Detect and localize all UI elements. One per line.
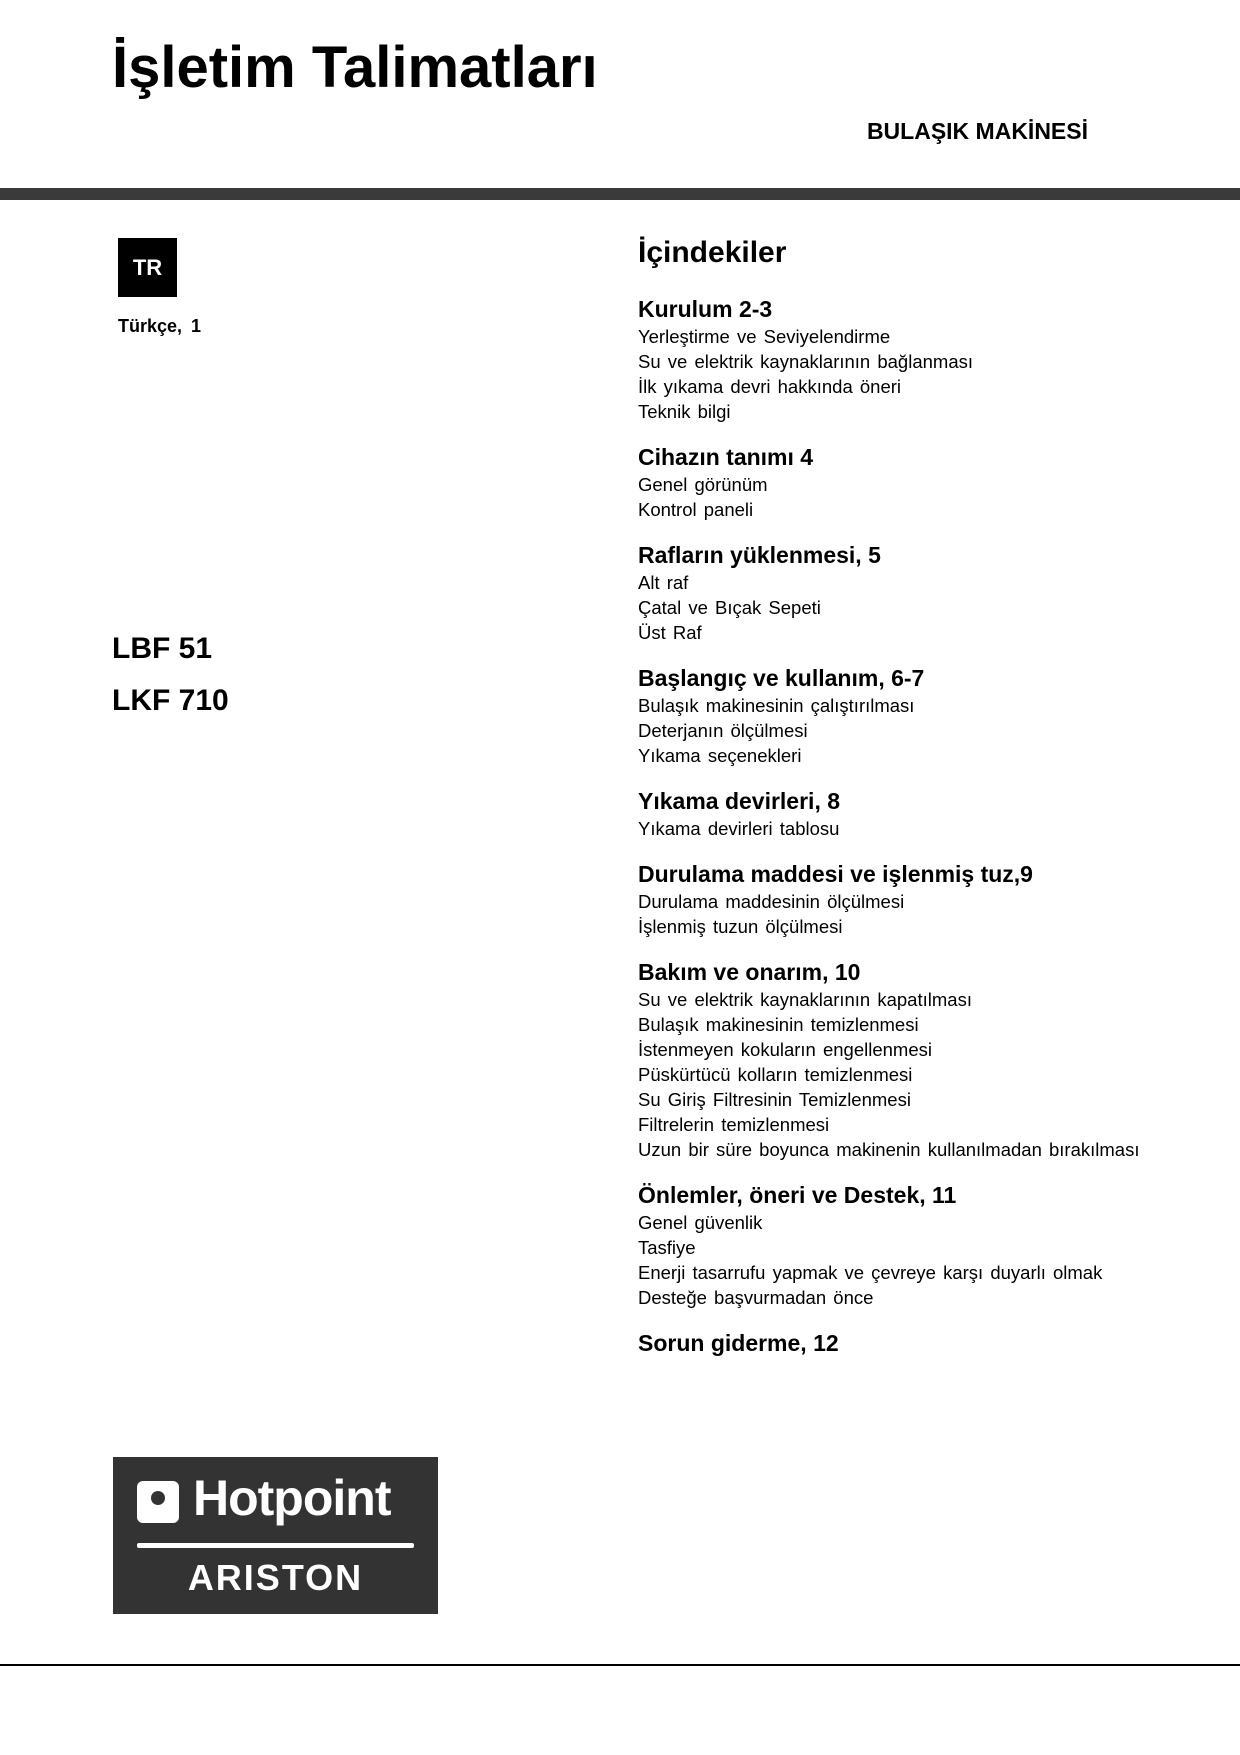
toc-item: Uzun bir süre boyunca makinenin kullanılmadan bırakılması [638, 1139, 1140, 1160]
toc-sections [638, 294, 1158, 1358]
toc-item: Yıkama seçenekleri [638, 745, 802, 766]
toc-section [638, 859, 1158, 939]
toc-section [638, 442, 1158, 522]
toc-section-title: Sorun giderme, 12 [638, 1330, 839, 1356]
toc-item: Durulama maddesinin ölçülmesi [638, 891, 905, 912]
toc-section-title: Cihazın tanımı 4 [638, 444, 814, 470]
toc-section [638, 957, 1158, 1162]
toc-section [638, 540, 1158, 645]
toc-item: Üst Raf [638, 622, 702, 643]
toc-item: Genel güvenlik [638, 1212, 763, 1233]
language-line: Türkçe, 1 [118, 316, 202, 336]
toc-item: Desteğe başvurmadan önce [638, 1287, 874, 1308]
toc-item: Çatal ve Bıçak Sepeti [638, 597, 821, 618]
toc-section [638, 786, 1158, 841]
header-divider [0, 188, 1240, 200]
toc-item: İstenmeyen kokuların engellenmesi [638, 1039, 932, 1060]
logo-brand-bottom: ARISTON [187, 1557, 364, 1598]
footer-divider [0, 1664, 1240, 1666]
toc-section-title: Bakım ve onarım, 10 [638, 959, 861, 985]
toc-item: İşlenmiş tuzun ölçülmesi [638, 916, 843, 937]
toc-section-title: Başlangıç ve kullanım, 6-7 [638, 665, 925, 691]
toc-item: İlk yıkama devri hakkında öneri [638, 376, 902, 397]
language-badge: TR [118, 238, 177, 297]
toc-section-title: Önlemler, öneri ve Destek, 11 [638, 1182, 957, 1208]
document-title: İşletim Talimatları [112, 35, 598, 100]
toc-section [638, 663, 1158, 768]
toc-item: Tasfiye [638, 1237, 696, 1258]
toc-item: Alt raf [638, 572, 689, 593]
toc-item: Püskürtücü kolların temizlenmesi [638, 1064, 913, 1085]
logo-divider [137, 1543, 414, 1548]
toc-section-title: Kurulum 2-3 [638, 296, 773, 322]
toc-item: Su ve elektrik kaynaklarının bağlanması [638, 351, 974, 372]
toc-item: Bulaşık makinesinin temizlenmesi [638, 1014, 919, 1035]
toc-item: Yıkama devirleri tablosu [638, 818, 840, 839]
toc-item: Kontrol paneli [638, 499, 754, 520]
toc-item: Teknik bilgi [638, 401, 731, 422]
toc-section [638, 1328, 1158, 1358]
toc-section [638, 294, 1158, 424]
document-subtitle: BULAŞIK MAKİNESİ [866, 118, 1088, 144]
brand-logo [113, 1457, 438, 1614]
model-number: LKF 710 [112, 684, 229, 717]
toc-item: Bulaşık makinesinin çalıştırılması [638, 695, 915, 716]
toc-heading: İçindekiler [638, 236, 787, 269]
toc-item: Su Giriş Filtresinin Temizlenmesi [638, 1089, 911, 1110]
logo-mark-icon [137, 1481, 179, 1523]
toc-item: Yerleştirme ve Seviyelendirme [638, 326, 891, 347]
toc-item: Filtrelerin temizlenmesi [638, 1114, 830, 1135]
logo-brand-top: Hotpoint [193, 1470, 391, 1526]
toc-section-title: Yıkama devirleri, 8 [638, 788, 841, 814]
toc-section [638, 1180, 1158, 1310]
toc-item: Deterjanın ölçülmesi [638, 720, 808, 741]
toc-section-title: Rafların yüklenmesi, 5 [638, 542, 881, 568]
toc-item: Su ve elektrik kaynaklarının kapatılması [638, 989, 972, 1010]
toc-section-title: Durulama maddesi ve işlenmiş tuz,9 [638, 861, 1033, 887]
toc-item: Enerji tasarrufu yapmak ve çevreye karşı duyarlı olmak [638, 1262, 1103, 1283]
toc-item: Genel görünüm [638, 474, 768, 495]
table-of-contents [638, 236, 1158, 1376]
model-number: LBF 51 [112, 632, 213, 665]
